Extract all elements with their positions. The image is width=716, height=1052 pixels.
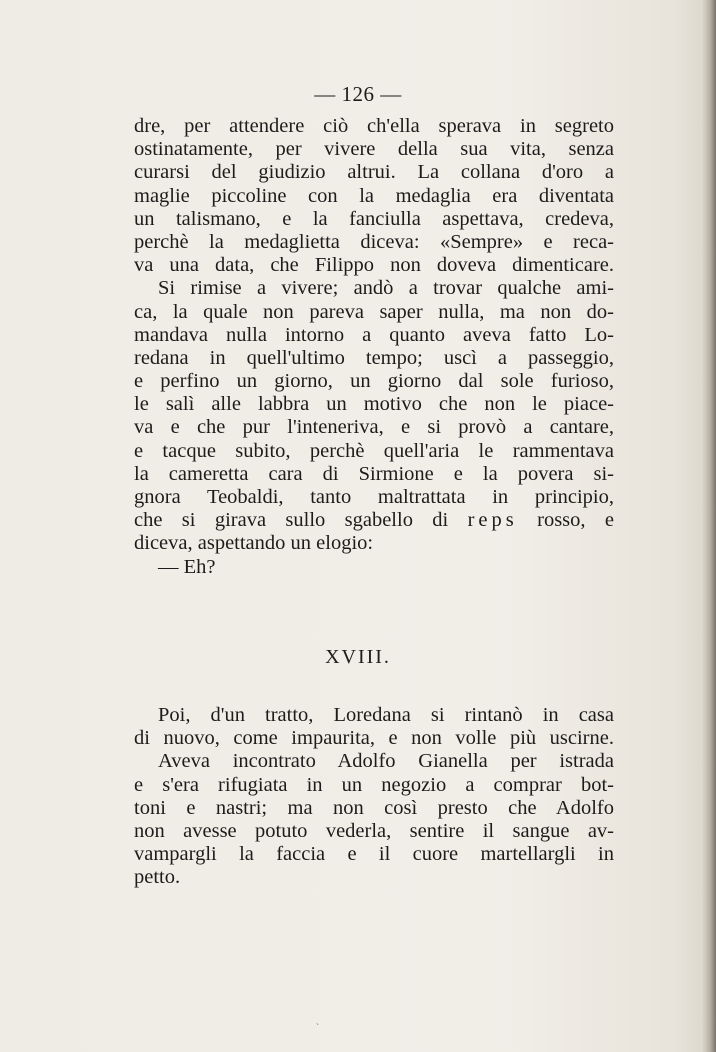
text-line: va una data, che Filippo non doveva dimenticare. — [134, 254, 614, 277]
spaced-word: reps — [467, 509, 518, 532]
ink-speck: ˴ — [316, 1018, 319, 1028]
chapter-heading: XVIII. — [325, 646, 391, 668]
text-line: mandava nulla intorno a quanto aveva fatto Lo- — [134, 323, 614, 346]
text-line: petto. — [134, 866, 181, 889]
text-line: Aveva incontrato Adolfo Gianella per istrada — [158, 750, 614, 773]
text-line: perchè la medaglietta diceva: «Sempre» e reca- — [134, 230, 614, 253]
text-line: redana in quell'ultimo tempo; uscì a passeggio, — [134, 346, 614, 369]
text-line: di nuovo, come impaurita, e non volle più uscirne. — [134, 727, 614, 750]
text-line: ostinatamente, per vivere della sua vita, senza — [134, 138, 614, 161]
text-line: Poi, d'un tratto, Loredana si rintanò in casa — [158, 704, 614, 726]
text-line-spaced-word — [134, 509, 614, 532]
text-line: curarsi del giudizio altrui. La collana d'oro a — [134, 161, 614, 184]
text-line: Si rimise a vivere; andò a trovar qualche ami- — [158, 277, 614, 300]
text-line: vampargli la faccia e il cuore martellargli in — [134, 843, 614, 866]
page-edge-shadow — [702, 0, 716, 1052]
text-line: un talismano, e la fanciulla aspettava, credeva, — [134, 207, 614, 230]
text-line: e s'era rifugiata in un negozio a comprar bot- — [134, 773, 614, 796]
text-line: diceva, aspettando un elogio: — [134, 532, 374, 555]
text-line: gnora Teobaldi, tanto maltrattata in principio, — [134, 486, 614, 508]
text-line: va e che pur l'inteneriva, e si provò a cantare, — [134, 416, 614, 439]
dialogue-line: — Eh? — [158, 555, 216, 578]
text-line: la cameretta cara di Sirmione e la povera si- — [134, 462, 614, 485]
text-line: ca, la quale non pareva saper nulla, ma non do- — [134, 300, 614, 323]
text-segment: rosso, e — [537, 509, 614, 532]
text-line: dre, per attendere ciò ch'ella sperava in segreto — [134, 115, 614, 137]
text-line: toni e nastri; ma non così presto che Adolfo — [134, 796, 614, 819]
text-line: maglie piccoline con la medaglia era diventata — [134, 184, 614, 207]
text-segment: che si girava sullo sgabello di — [134, 509, 449, 532]
text-line: non avesse potuto vederla, sentire il sangue av- — [134, 819, 614, 842]
text-line: e tacque subito, perchè quell'aria le rammentava — [134, 439, 614, 462]
text-line: le salì alle labbra un motivo che non le piace- — [134, 393, 614, 416]
text-block-top — [134, 115, 614, 579]
text-line: e perfino un giorno, un giorno dal sole furioso, — [134, 370, 614, 393]
text-block-bottom — [134, 704, 614, 890]
page-number: — 126 — — [314, 82, 402, 106]
